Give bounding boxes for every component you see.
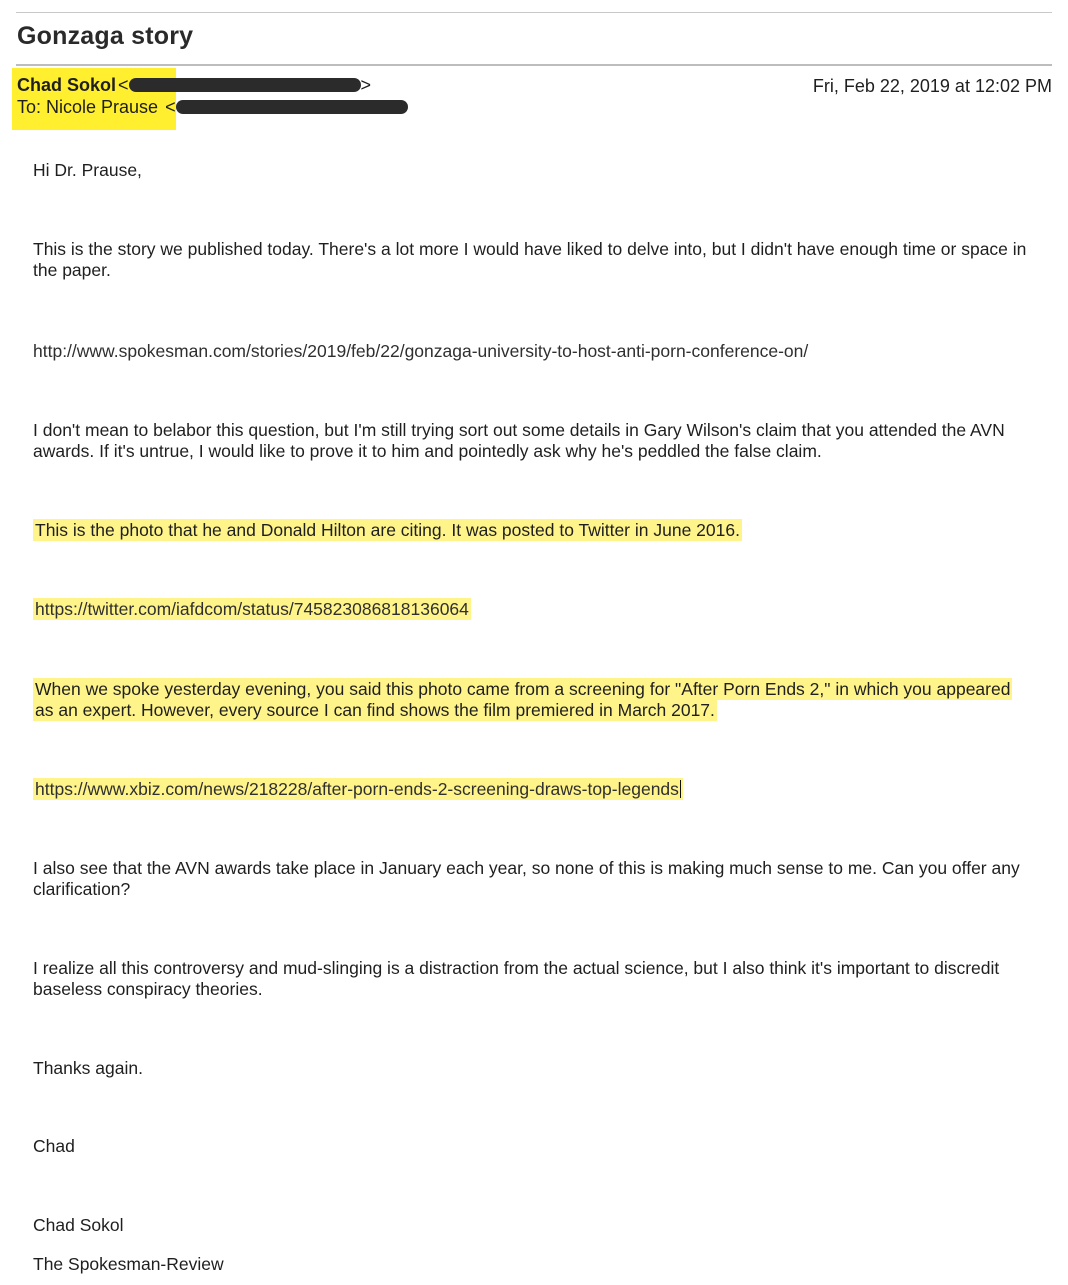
address-open-bracket: <: [118, 75, 129, 95]
text-cursor: [680, 780, 681, 798]
top-divider: [16, 12, 1052, 13]
paragraph-screening: [33, 679, 1033, 721]
xbiz-link-text[interactable]: https://www.xbiz.com/news/218228/after-porn-ends-2-screening-draws-top-legends: [35, 779, 679, 799]
thanks-line: Thanks again.: [33, 1058, 143, 1078]
from-line: [17, 75, 371, 96]
sender-name: Chad Sokol: [17, 75, 117, 95]
xbiz-link[interactable]: [33, 779, 1033, 800]
to-line: [17, 97, 408, 118]
highlighted-link[interactable]: https://twitter.com/iafdcom/status/745823086818136064: [35, 599, 469, 619]
email-date: Fri, Feb 22, 2019 at 12:02 PM: [812, 76, 1052, 96]
highlighted-link[interactable]: [33, 778, 683, 800]
email-subject: Gonzaga story: [17, 22, 194, 50]
highlighted-text: This is the photo that he and Donald Hilton are citing. It was posted to Twitter in June 2016.: [35, 520, 740, 540]
subject-divider: [16, 64, 1052, 66]
paragraph-question: I don't mean to belabor this question, but I'm still trying sort out some details in Gary Wilson's claim that you attended the AVN awards. If it's untrue, I would like to prove it to him and pointedly ask why he's peddled the false claim.: [33, 420, 1005, 461]
twitter-link[interactable]: [33, 599, 1033, 620]
redacted-sender-email: [129, 78, 361, 92]
greeting: Hi Dr. Prause,: [33, 160, 142, 180]
recipient-label: To: Nicole Prause: [17, 97, 159, 117]
address-close-bracket: >: [360, 75, 372, 95]
signature-organization: The Spokesman-Review: [33, 1254, 224, 1274]
paragraph-controversy: I realize all this controversy and mud-slinging is a distraction from the actual science, but I also think it's important to discredit baseless conspiracy theories.: [33, 958, 1000, 999]
story-link[interactable]: http://www.spokesman.com/stories/2019/feb/22/gonzaga-university-to-host-anti-porn-conference-on/: [33, 341, 809, 361]
paragraph-avn: I also see that the AVN awards take place in January each year, so none of this is making much sense to me. Can you offer any clarification?: [33, 858, 1020, 899]
paragraph-photo: [33, 520, 1033, 541]
paragraph-story: This is the story we published today. There's a lot more I would have liked to delve into, but I didn't have enough time or space in the paper.: [33, 239, 1027, 280]
signature-first-name: Chad: [33, 1136, 75, 1156]
address-open-bracket: <: [160, 97, 176, 117]
highlighted-text: When we spoke yesterday evening, you said this photo came from a screening for "After Porn Ends 2," in which you appeared as an expert. However, every source I can find shows the film premiered in March 2017.: [35, 679, 1011, 720]
signature-full-name: Chad Sokol: [33, 1215, 124, 1235]
redacted-recipient-email: [176, 100, 408, 114]
